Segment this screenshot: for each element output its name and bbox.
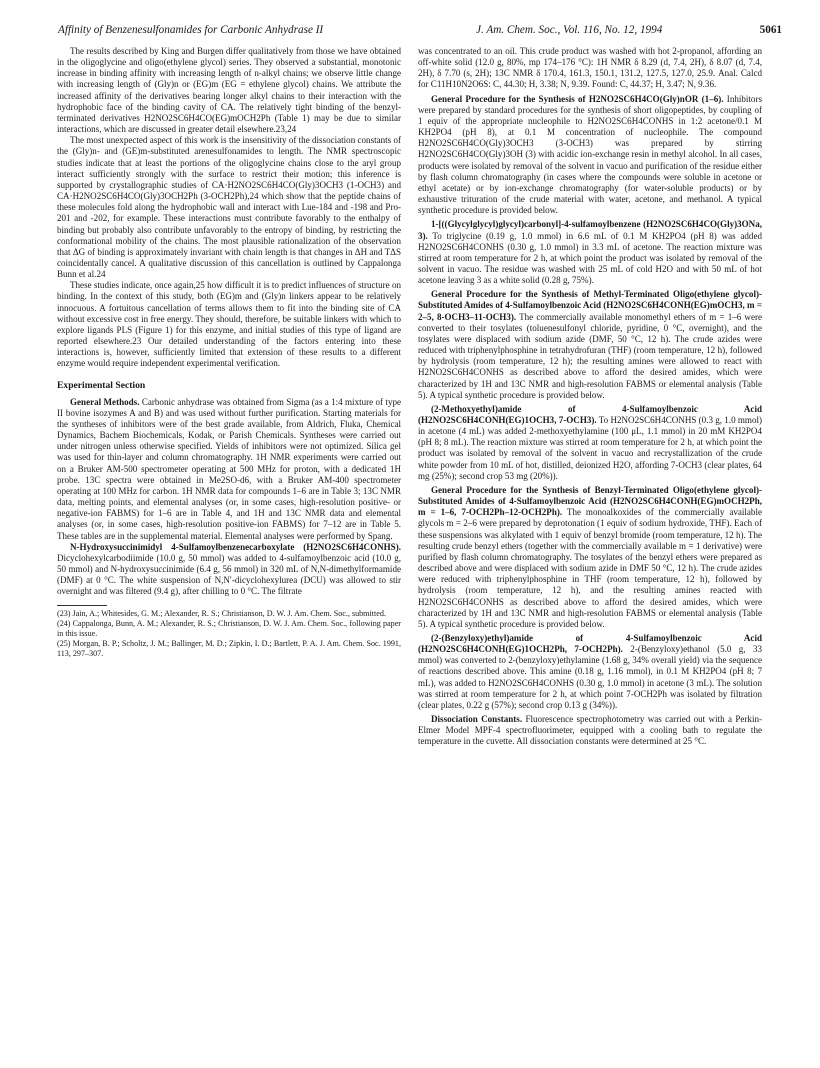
section-heading: Experimental Section xyxy=(57,379,146,391)
paragraph xyxy=(418,404,762,482)
paragraph xyxy=(418,714,762,747)
paragraph xyxy=(418,633,762,711)
paragraph: The results described by King and Burgen differ qualitatively from those we have obtained in the oligoglycine and oligo(ethylene glycol) series. They observed a substantial, monotonic increase in binding affinity with increasing length of n-alkyl chains; we observe little change with increasing length of (Gly)n or (EG)m (EG = ethylene glycol) chains. We attribute the increased affinity of the derivatives bearing longer alkyl chains to their interaction with the hydrophobic face of the binding cavity of CA. The relatively tight binding of the benzyl-terminated derivatives H2NO2SC6H4CO(EG)mOCH2Ph (Table 1) may be due to similar interactions, which are discussed in greater detail elsewhere.23,24 xyxy=(57,46,401,135)
header-title: Affinity of Benzenesulfonamides for Carbonic Anhydrase II xyxy=(58,24,324,36)
paragraph-heading: General Procedure for the Synthesis of Methyl-Terminated Oligo(ethylene glycol)-Substituted Amides of 4-Sulfamoylbenzoic Acid (H2NO2SC6H4CONH(EG)mOCH3, m = 2–5, 8-OCH3–11-OCH3). xyxy=(418,289,762,322)
paragraph xyxy=(57,542,401,598)
right-column xyxy=(418,46,762,748)
paragraph-heading: N-Hydroxysuccinimidyl 4-Sulfamoylbenzenecarboxylate (H2NO2SC6H4CONHS). xyxy=(70,541,401,552)
paragraph-heading: 1-[((Glycylglycyl)glycyl)carbonyl]-4-sulfamoylbenzene (H2NO2SC6H4CO(Gly)3ONa, 3). xyxy=(418,219,762,241)
footnote-divider xyxy=(57,605,107,606)
paragraph-heading: (2-Methoxyethyl)amide of 4-Sulfamoylbenzoic Acid (H2NO2SC6H4CONH(EG)1OCH3, 7-OCH3). xyxy=(418,403,762,425)
footnote: (24) Cappalonga, Bunn, A. M.; Alexander, R. S.; Christianson, D. W. J. Am. Chem. Soc., following paper in this issue. xyxy=(57,618,401,638)
paragraph-body: The monoalkoxides of the commercially available glycols m = 2–6 were prepared by deprotonation (1 equiv of sodium hydroxide, THF). Each of these suspensions was alkylated with 1 equiv of benzyl bromide (room temperature, 12 h). The resulting crude benzyl ethers (together with the commercially available m = 1 derivative) were purified by flash column chromatography. The tosylates of the benzyl ethers were prepared as described above and were displaced with sodium azide in DMF 50 °C, 12 h). The crude azides were reduced with triphenylphosphine in THF (room temperature, 12 h), followed by hydrolysis (room temperature, 12 h), and the resulting amines reacted with H2NO2SC6H4CONHS as described above to afford the desired amides, which were characterized by 1H and 13C NMR and high-resolution FABMS or elemental analysis (Table 5). A typical synthetic procedure is provided below. xyxy=(418,507,762,629)
paragraph-heading: Dissociation Constants. xyxy=(431,714,523,725)
paragraph-body: Carbonic anhydrase was obtained from Sigma (as a 1:4 mixture of type II bovine isozymes A and B) and was used without further purification. Starting materials for the syntheses of inhibitors were of the best grade available, from Aldrich, Fluka, Chemical Dynamics, Bachem Biochemicals, Kodak, or Parish Chemicals. Syntheses were carried out under nitrogen unless otherwise specified. Yields of inhibitors were not optimized. Silica gel was used for thin-layer and column chromatography. 1H NMR experiments were carried out on a Bruker AM-500 spectrometer operating at 500 MHz for proton, with a dedicated 1H probe. 13C spectra were obtained in Me2SO-d6, with a Bruker AM-400 spectrometer operating at 100 MHz for carbon. 1H NMR data for compounds 1–6 are in Table 3; 13C NMR data, melting points, and elemental analyses (or, in some cases, high-resolution positive- or negative-ion FABMS) for 1–6 are in Table 4, and 1H and 13C NMR data and elemental analyses (or, in some cases, high-resolution positive-ion FABMS) for 7–12 are in Table 5. These tables are in the supplemental material. Elemental analyses were performed by Spang. xyxy=(57,396,402,541)
paragraph-body: To triglycine (0.19 g, 1.0 mmol) in 6.6 mL of 0.1 M KH2PO4 (pH 8) was added H2NO2SC6H4CONHS (0.30 g, 1.0 mmol) in 3.3 mL of acetone. The reaction mixture was stirred at room temperature for 2 h, at which point the product was isolated by removal of the solvent in vacuo. The residue was washed with 25 mL of cold H2O and with 50 mL of hot acetone leaving 3 as a white solid (0.28 g, 75%). xyxy=(418,230,762,286)
paragraph: The most unexpected aspect of this work is the insensitivity of the dissociation constants of the (Gly)n- and (GE)m-substituted arenesulfonamides to length. The NMR spectroscopic studies indicate that at least the portions of the oligoglycine chains close to the aryl group interact sufficiently strongly with the surface to restrict their motion; this inference is supported by crystallographic studies of CA·H2NO2SC6H4CO(Gly)3OCH3 (1-OCH3) and CA·H2NO2SC6H4CO(Gly)3OCH2Ph (3-OCH2Ph),24 which show that the peptide chains of these molecules fold along the hydrophobic wall and interact with Lue-184 and -198 and Pro-201 and -202, for example. These interactions must contribute favorably to the enthalpy of binding but probably also contribute unfavorably to the entropy of binding, by restricting the conformational mobility of the chains. The most plausible rationalization of the observation that ΔG of binding is approximately invariant with chain length is that changes in ΔH and TΔS coincidentally cancel. A qualitative discussion of this cancellation is outlined by Cappalonga Bunn et al.24 xyxy=(57,135,401,280)
paragraph-body: 2-(Benzyloxy)ethanol (5.0 g, 33 mmol) was converted to 2-(benzyloxy)ethylamine (1.68 g, 34% overall yield) via the sequence of reactions described above. This amine (0.18 g, 1.16 mmol), in 0.1 M KH2PO4 (pH 8; 7 mL), was added to H2NO2SC6H4CONHS (0.30 g, 1.0 mmol) in acetone (3 mL). The solution was stirred at room temperature for 2 h, at which point 7-OCH2Ph was isolated by filtration (clear plates, 0.22 g (57%); second crop 0.13 g (34%)). xyxy=(418,644,762,710)
paragraph xyxy=(418,219,762,286)
paragraph-body: The commercially available monomethyl ethers of m = 1–6 were converted to their tosylates (toluenesulfonyl chloride, pyridine, 0 °C, overnight), and the tosylates were displaced with sodium azide (DMF, 50 °C, 12 h). The crude azides were reduced with triphenylphosphine in tetrahydrofuran (THF) (room temperature, 12 h), followed by hydrolysis (room temperature, 12 h); the resulting amines were allowed to react with H2NO2SC6H4CONHS as described above to afford the desired amides, which were characterized by 1H and 13C NMR and high-resolution FABMS or elemental analysis (Table 5). A typical synthetic procedure is provided below. xyxy=(418,311,763,400)
paragraph-heading: General Methods. xyxy=(70,396,140,407)
paragraph-heading: (2-(Benzyloxy)ethyl)amide of 4-Sulfamoylbenzoic Acid (H2NO2SC6H4CONH(EG)1OCH2Ph, 7-OCH2Ph). xyxy=(418,632,762,655)
paragraph: These studies indicate, once again,25 how difficult it is to predict influences of structure on binding. In the context of this study, both (EG)m and (Gly)n linkers appear to be relatively innocuous. A fortuitous cancellation of terms allows them to fit into the binding site of CA without excessive cost in free energy. They should, therefore, be suitable linkers with which to explore ligands PLS (Figure 1) for this enzyme, and initial studies of this type of ligand are reported elsewhere.23 Our detailed understanding of the factors entering into these interactions is, however, sufficiently limited that extension of these results to a different enzyme would require independent experimental verification. xyxy=(57,280,401,369)
paragraph-body: Inhibitors were prepared by standard procedures for the synthesis of short oligopeptides, by coupling of 1 equiv of the appropriate nucleophile to H2NO2SC6H4CONHS in 1:2 acetone/0.1 M KH2PO4 (pH 8), at 0.1 M concentration of nucleophile. The compound H2NO2SC6H4CO(Gly)3OCH3 (3-OCH3) was prepared by stirring H2NO2SC6H4CO(Gly)3OH (3) with acidic ion-exchange resin in methyl alcohol. In all cases, products were isolated by removal of the solvent in vacuo and purification of the residue either by flash column chromatography (in cases where the compounds were soluble in acetone or ethyl acetate) or by ion-exchange chromatography (for water-soluble products) or by exhaustive trituration of the crude material with water, acetone, and methanol. A typical synthetic procedure is provided below. xyxy=(418,93,762,216)
paragraph-body: Dicyclohexylcarbodiimide (10.0 g, 50 mmol) was added to 4-sulfamoylbenzoic acid (10.0 g, 50 mmol) and N-hydroxysuccinimide (6.4 g, 56 mmol) in 320 mL of N,N-dimethylformamide (DMF) at 0 °C. The white suspension of N,N′-dicyclohexylurea (DCU) was allowed to stir overnight and was filtered (9.4 g), after chilling to 0 °C. The filtrate xyxy=(57,552,401,597)
footnotes xyxy=(57,609,401,659)
footnote: (23) Jain, A.; Whitesides, G. M.; Alexander, R. S.; Christianson, D. W. J. Am. Chem. Soc., submitted. xyxy=(57,608,386,618)
running-header xyxy=(58,24,782,40)
paragraph-heading: General Procedure for the Synthesis of H2NO2SC6H4CO(Gly)nOR (1–6). xyxy=(431,93,724,104)
paragraph xyxy=(57,397,401,542)
paragraph-body: To H2NO2SC6H4CONHS (0.3 g, 1.0 mmol) in acetone (4 mL) was added 2-methoxyethylamine (100 μL, 1.1 mmol) in 20 mM KH2PO4 (pH 8; 8 mL). The reaction mixture was stirred at room temperature for 2 h, at which point the product was isolated by removal of the solvent in vacuo and recrystallization of the crude white powder from 10 mL of hot, distilled, deionized H2O, affording 7-OCH3 (clear plates, 64 mg (25%); second crop 53 mg (20%)). xyxy=(418,415,762,481)
page-number: 5061 xyxy=(759,24,782,36)
header-journal: J. Am. Chem. Soc., Vol. 116, No. 12, 1994 xyxy=(476,24,663,36)
paragraph: was concentrated to an oil. This crude product was washed with hot 2-propanol, affording an off-white solid (12.0 g, 80%, mp 174–176 °C): 1H NMR δ 8.29 (d, 7.4, 2H), δ 8.07 (d, 7.4, 2H), δ 7.70 (s, 2H); 13C NMR δ 170.4, 161.3, 150.1, 131.2, 127.5, 127.0, 25.9. Anal. Calcd for C11H10N2O6S: C, 44.30; H, 3.38; N, 9.39. Found: C, 44.37; H, 3.47; N, 9.36. xyxy=(418,46,762,90)
paragraph-body: Fluorescence spectrophotometry was carried out with a Perkin-Elmer Model MPF-4 spectrofluorimeter, equipped with a cooling bath to regulate the temperature in the cuvette. All dissociation constants were determined at 25 °C. xyxy=(418,714,762,747)
paragraph-heading: General Procedure for the Synthesis of Benzyl-Terminated Oligo(ethylene glycol)-Substituted Amides of 4-Sulfamoylbenzoic Acid (H2NO2SC6H4CONH(EG)mOCH2Ph, m = 1–6, 7-OCH2Ph–12-OCH2Ph). xyxy=(418,484,762,518)
paragraph xyxy=(418,94,762,217)
left-column xyxy=(57,46,401,659)
footnote: (25) Morgan, B. P.; Scholtz, J. M.; Ballinger, M. D.; Zipkin, I. D.; Bartlett, P. A. J. Am. Chem. Soc. 1991, 113, 297–307. xyxy=(57,638,401,658)
paragraph xyxy=(418,289,762,401)
paragraph xyxy=(418,485,762,630)
